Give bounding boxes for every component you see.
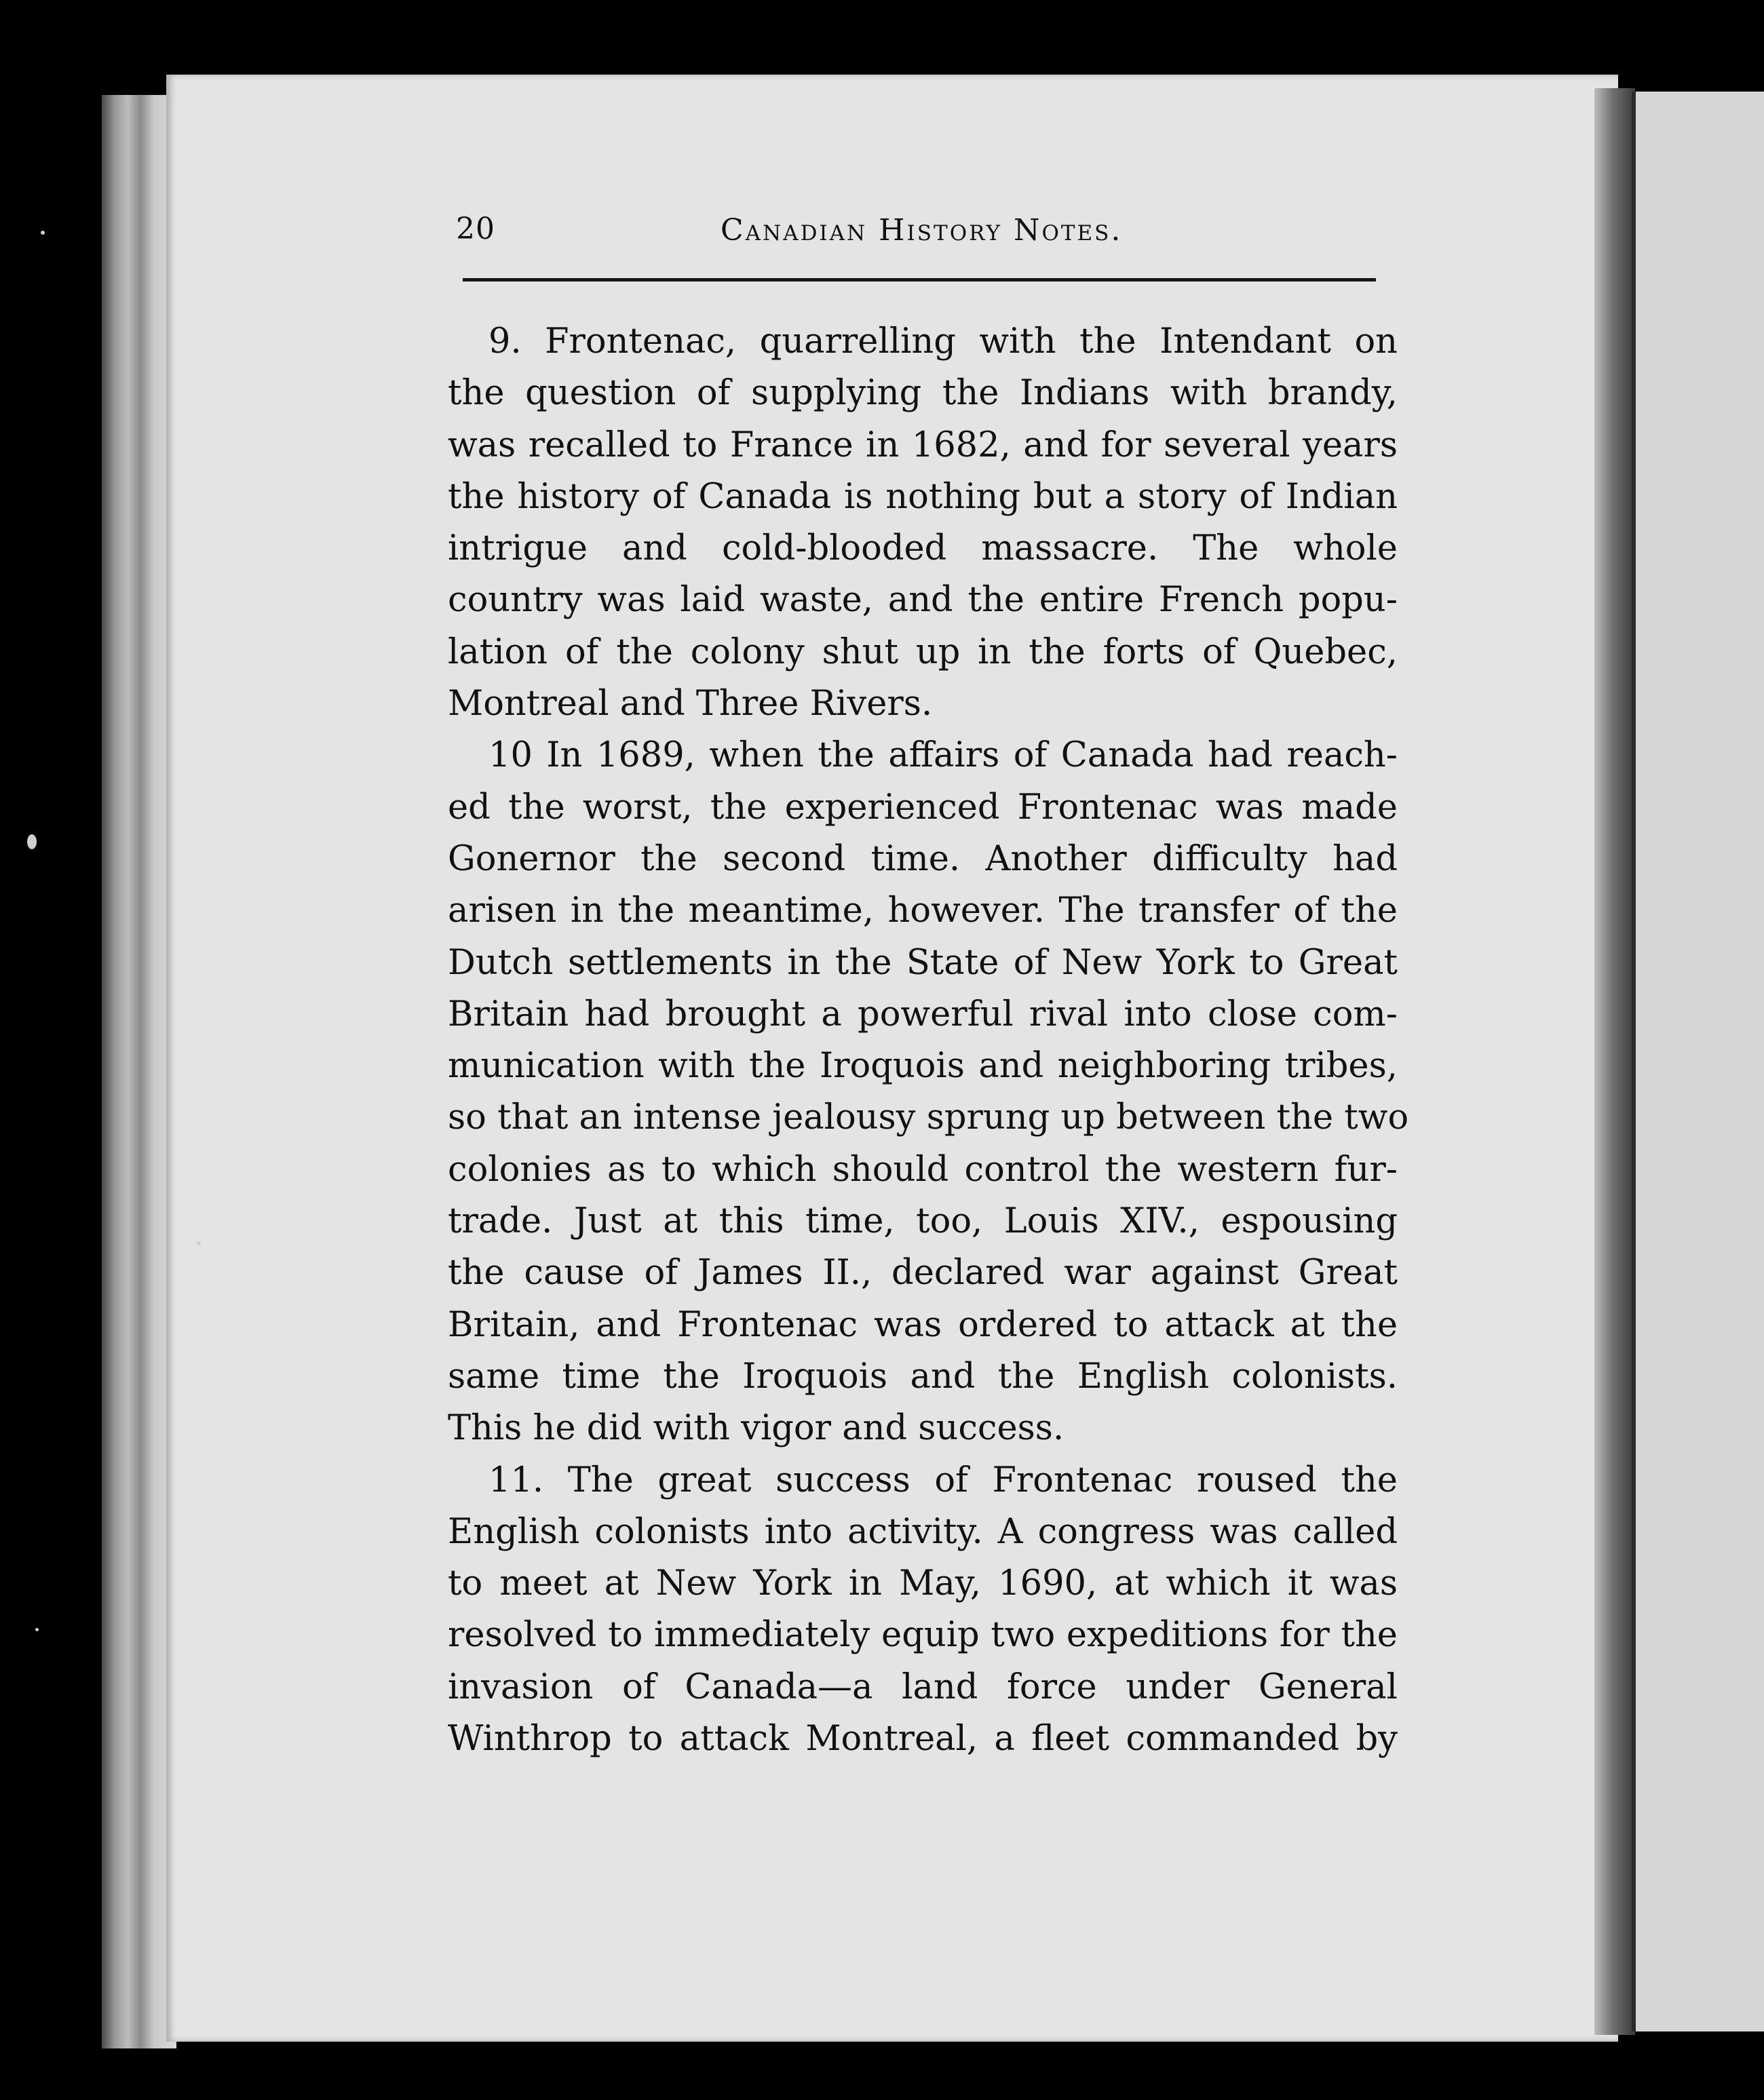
text-line: Winthrop to attack Montreal, a fleet commanded by [448,1719,1398,1759]
body-text [448,316,1409,1765]
text-line: 9. Frontenac, quarrelling with the Intendant on [488,322,1398,362]
text-line: trade. Just at this time, too, Louis XIV., espousing [448,1201,1398,1242]
text-line: colonies as to which should control the western fur- [448,1149,1398,1190]
text-line: was recalled to France in 1682, and for several years [448,425,1398,465]
text-line: Britain had brought a powerful rival into close com- [448,994,1398,1034]
text-line: so that an intense jealousy sprung up between the two [448,1097,1409,1138]
scan-speck [27,834,37,849]
text-line: invasion of Canada—a land force under General [448,1667,1398,1707]
text-line: Britain, and Frontenac was ordered to attack at the [448,1304,1398,1345]
scan-speck [41,231,45,235]
text-line: Montreal and Three Rivers. [448,684,933,724]
page-number: 20 [456,212,495,246]
text-line: 10 In 1689, when the affairs of Canada had reach- [488,735,1398,776]
text-line: intrigue and cold-blooded massacre. The whole [448,528,1398,569]
page-header [456,203,1379,258]
text-line: This he did with vigor and success. [448,1408,1065,1449]
facing-page-edge [1632,92,1764,2031]
text-line: 11. The great success of Frontenac roused the [488,1460,1398,1500]
text-line: English colonists into activity. A congress was called [448,1511,1398,1552]
text-line: munication with the Iroquois and neighboring tribes, [448,1046,1398,1087]
text-line: the history of Canada is nothing but a story of Indian [448,476,1398,517]
gutter-shadow [1594,88,1635,2035]
text-line: lation of the colony shut up in the forts of Quebec, [448,631,1398,672]
text-line: Dutch settlements in the State of New York to Great [448,942,1398,983]
text-line: arisen in the meantime, however. The transfer of the [448,891,1398,931]
scan-speck [197,1241,201,1245]
text-line: same time the Iroquois and the English colonists. [448,1356,1398,1397]
text-line: ed the worst, the experienced Frontenac was made [448,787,1398,828]
book-spine-edge [102,95,176,2048]
text-line: resolved to immediately equip two expeditions for the [448,1615,1398,1656]
text-line: Gonernor the second time. Another difficulty had [448,838,1398,879]
scan-speck [35,1628,39,1631]
running-head: Canadian History Notes. [721,213,1123,248]
text-line: country was laid waste, and the entire French popu- [448,580,1398,621]
header-rule [463,278,1376,281]
text-line: the cause of James II., declared war against Great [448,1253,1398,1294]
text-line: to meet at New York in May, 1690, at which it was [448,1563,1398,1604]
text-line: the question of supplying the Indians with brandy, [448,373,1398,414]
